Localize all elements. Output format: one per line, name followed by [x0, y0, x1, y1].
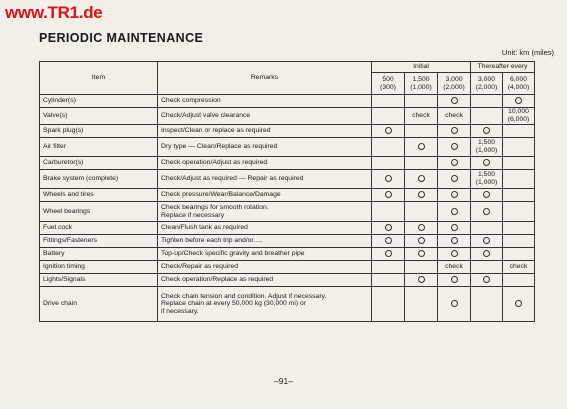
interval-cell: [405, 108, 438, 125]
interval-cell: [372, 202, 405, 222]
item-cell: Spark plug(s): [40, 125, 158, 138]
page-title: PERIODIC MAINTENANCE: [39, 31, 204, 45]
remarks-cell: [158, 235, 372, 248]
header-interval: [405, 73, 438, 95]
check-label: check: [412, 112, 430, 120]
interval-cell: [372, 248, 405, 261]
interval-miles: (2,000): [475, 83, 498, 91]
interval-cell: [503, 222, 535, 235]
remarks-cell: [158, 274, 372, 287]
table-row: [40, 287, 535, 322]
interval-cell: [438, 235, 471, 248]
circle-icon: [483, 191, 490, 198]
interval-cell: [405, 235, 438, 248]
remarks-line: Check/Repair as required: [161, 263, 239, 271]
interval-cell: [438, 261, 471, 274]
interval-miles: (2,000): [443, 83, 465, 91]
interval-cell: [438, 189, 471, 202]
circle-icon: [451, 159, 458, 166]
interval-value: (6,000): [507, 116, 530, 123]
remarks-line: Check compression: [161, 97, 221, 105]
table-row: [40, 248, 535, 261]
table-row: [40, 138, 535, 157]
remarks-cell: [158, 189, 372, 202]
table-row: [40, 95, 535, 108]
interval-cell: [405, 274, 438, 287]
interval-cell: [372, 170, 405, 189]
remarks-line: Check operation/Adjust as required: [161, 159, 268, 167]
circle-icon: [451, 97, 458, 104]
item-cell: Valve(s): [40, 108, 158, 125]
circle-icon: [451, 300, 458, 307]
interval-value: 1,500: [478, 171, 496, 179]
interval-cell: [405, 261, 438, 274]
interval-cell: [405, 157, 438, 170]
interval-cell: [503, 170, 535, 189]
remarks-cell: [158, 125, 372, 138]
interval-km: 3,000: [478, 75, 496, 83]
remarks-line: Check/Adjust valve clearance: [161, 112, 251, 120]
remarks-cell: [158, 202, 372, 222]
interval-cell: [405, 125, 438, 138]
interval-cell: [405, 170, 438, 189]
interval-cell: [438, 222, 471, 235]
table-row: [40, 108, 535, 125]
circle-icon: [385, 127, 392, 134]
interval-cell: [405, 222, 438, 235]
interval-cell: [503, 261, 535, 274]
header-remarks: Remarks: [158, 62, 372, 95]
item-cell: Brake system (complete): [40, 170, 158, 189]
interval-cell: [438, 248, 471, 261]
circle-icon: [385, 191, 392, 198]
circle-icon: [451, 127, 458, 134]
interval-cell: [503, 108, 535, 125]
interval-cell: [503, 274, 535, 287]
interval-value: 10,000: [508, 108, 529, 116]
circle-icon: [451, 208, 458, 215]
interval-cell: [405, 95, 438, 108]
interval-cell: [405, 189, 438, 202]
interval-cell: [471, 125, 503, 138]
interval-cell: [471, 202, 503, 222]
interval-value: 1,500: [478, 139, 496, 147]
remarks-line: Replace chain at every 50,000 kg (30,000 mi) or: [161, 300, 307, 308]
circle-icon: [418, 237, 425, 244]
circle-icon: [418, 276, 425, 283]
remarks-line: if necessary.: [161, 307, 199, 315]
interval-cell: [503, 287, 535, 322]
item-cell: Wheels and tires: [40, 189, 158, 202]
interval-cell: [372, 222, 405, 235]
interval-cell: [438, 274, 471, 287]
interval-cell: [438, 202, 471, 222]
interval-km: 3,000: [445, 75, 463, 83]
circle-icon: [385, 175, 392, 182]
interval-cell: [471, 287, 503, 322]
interval-cell: [405, 138, 438, 157]
item-cell: Battery: [40, 248, 158, 261]
circle-icon: [451, 143, 458, 150]
interval-cell: [471, 157, 503, 170]
interval-cell: [438, 108, 471, 125]
interval-cell: [372, 138, 405, 157]
check-label: check: [509, 263, 528, 271]
interval-cell: [372, 189, 405, 202]
item-cell: Cylinder(s): [40, 95, 158, 108]
item-cell: Ignition timing: [40, 261, 158, 274]
remarks-line: Check bearings for smooth rotation.: [161, 203, 269, 211]
interval-cell: [471, 170, 503, 189]
header-interval: [438, 73, 471, 95]
circle-icon: [385, 250, 392, 257]
interval-km: 1,500: [412, 75, 430, 83]
interval-cell: [471, 274, 503, 287]
header-interval: [503, 73, 535, 95]
interval-cell: [471, 138, 503, 157]
circle-icon: [451, 276, 458, 283]
circle-icon: [418, 143, 425, 150]
circle-icon: [483, 208, 490, 215]
circle-icon: [385, 224, 392, 231]
remarks-line: Dry type — Clean/Replace as required: [161, 143, 278, 151]
unit-label: Unit: km (miles): [501, 48, 554, 57]
table-row: [40, 125, 535, 138]
remarks-line: Check operation/Replace as required: [161, 276, 274, 284]
header-interval: [372, 73, 405, 95]
interval-cell: [372, 274, 405, 287]
circle-icon: [515, 97, 522, 104]
circle-icon: [483, 276, 490, 283]
remarks-cell: [158, 95, 372, 108]
item-cell: Wheel bearings: [40, 202, 158, 222]
maintenance-table: [39, 61, 535, 322]
remarks-line: Tighten before each trip and/or.....: [161, 237, 263, 245]
interval-miles: (1,000): [410, 83, 432, 91]
interval-cell: [438, 138, 471, 157]
remarks-line: Inspect/Clean or replace as required: [161, 127, 271, 135]
item-cell: Carburetor(s): [40, 157, 158, 170]
table-row: [40, 202, 535, 222]
interval-cell: [471, 189, 503, 202]
interval-value: (1,000): [475, 147, 498, 154]
header-initial: Initial: [372, 62, 471, 73]
interval-cell: [471, 235, 503, 248]
circle-icon: [451, 224, 458, 231]
remarks-cell: [158, 248, 372, 261]
interval-cell: [503, 189, 535, 202]
item-cell: Drive chain: [40, 287, 158, 322]
circle-icon: [483, 127, 490, 134]
interval-cell: [503, 95, 535, 108]
remarks-line: Replace if necessary: [161, 211, 225, 219]
check-label: check: [445, 263, 463, 271]
interval-cell: [471, 222, 503, 235]
item-cell: Air filter: [40, 138, 158, 157]
interval-cell: [372, 157, 405, 170]
circle-icon: [451, 250, 458, 257]
interval-cell: [405, 287, 438, 322]
interval-cell: [405, 248, 438, 261]
remarks-cell: [158, 138, 372, 157]
interval-cell: [503, 235, 535, 248]
interval-cell: [438, 95, 471, 108]
remarks-cell: [158, 108, 372, 125]
circle-icon: [418, 175, 425, 182]
table-row: [40, 189, 535, 202]
interval-cell: [471, 95, 503, 108]
circle-icon: [483, 250, 490, 257]
header-thereafter: Thereafter every: [471, 62, 535, 73]
remarks-cell: [158, 170, 372, 189]
table-row: [40, 222, 535, 235]
circle-icon: [515, 300, 522, 307]
remarks-cell: [158, 157, 372, 170]
header-interval: [471, 73, 503, 95]
interval-cell: [503, 248, 535, 261]
remarks-cell: [158, 222, 372, 235]
interval-cell: [471, 248, 503, 261]
table-row: [40, 170, 535, 189]
table-row: [40, 274, 535, 287]
interval-miles: (300): [380, 83, 396, 91]
interval-cell: [438, 125, 471, 138]
interval-cell: [503, 138, 535, 157]
table-row: [40, 261, 535, 274]
item-cell: Fittings/Fasteners: [40, 235, 158, 248]
circle-icon: [418, 250, 425, 257]
interval-cell: [372, 287, 405, 322]
circle-icon: [451, 175, 458, 182]
check-label: check: [445, 112, 463, 120]
interval-cell: [405, 202, 438, 222]
interval-km: 500: [382, 75, 394, 83]
interval-cell: [503, 157, 535, 170]
remarks-line: Check pressure/Wear/Balance/Damage: [161, 191, 281, 199]
interval-cell: [503, 125, 535, 138]
interval-cell: [372, 108, 405, 125]
circle-icon: [385, 237, 392, 244]
circle-icon: [483, 237, 490, 244]
table-row: [40, 235, 535, 248]
remarks-line: Top-up/Check specific gravity and breather pipe: [161, 250, 305, 258]
item-cell: Lights/Signals: [40, 274, 158, 287]
interval-cell: [372, 235, 405, 248]
remarks-line: Check chain tension and condition. Adjust if necessary.: [161, 292, 327, 300]
interval-cell: [438, 157, 471, 170]
interval-cell: [372, 261, 405, 274]
interval-value: (1,000): [475, 179, 498, 186]
circle-icon: [418, 191, 425, 198]
circle-icon: [451, 237, 458, 244]
remarks-cell: [158, 287, 372, 322]
page-number: –91–: [274, 376, 293, 386]
interval-cell: [372, 125, 405, 138]
table-row: [40, 157, 535, 170]
interval-cell: [471, 108, 503, 125]
interval-cell: [503, 202, 535, 222]
interval-cell: [471, 261, 503, 274]
watermark: www.TR1.de: [5, 3, 103, 22]
header-item: Item: [40, 62, 158, 95]
circle-icon: [451, 191, 458, 198]
item-cell: Fuel cock: [40, 222, 158, 235]
remarks-line: Clean/Flush tank as required: [161, 224, 248, 232]
interval-miles: (4,000): [507, 83, 530, 91]
remarks-cell: [158, 261, 372, 274]
interval-km: 6,000: [510, 75, 528, 83]
interval-cell: [438, 287, 471, 322]
circle-icon: [483, 159, 490, 166]
remarks-line: Check/Adjust as required — Repair as required: [161, 175, 304, 183]
interval-cell: [438, 170, 471, 189]
circle-icon: [418, 224, 425, 231]
interval-cell: [372, 95, 405, 108]
